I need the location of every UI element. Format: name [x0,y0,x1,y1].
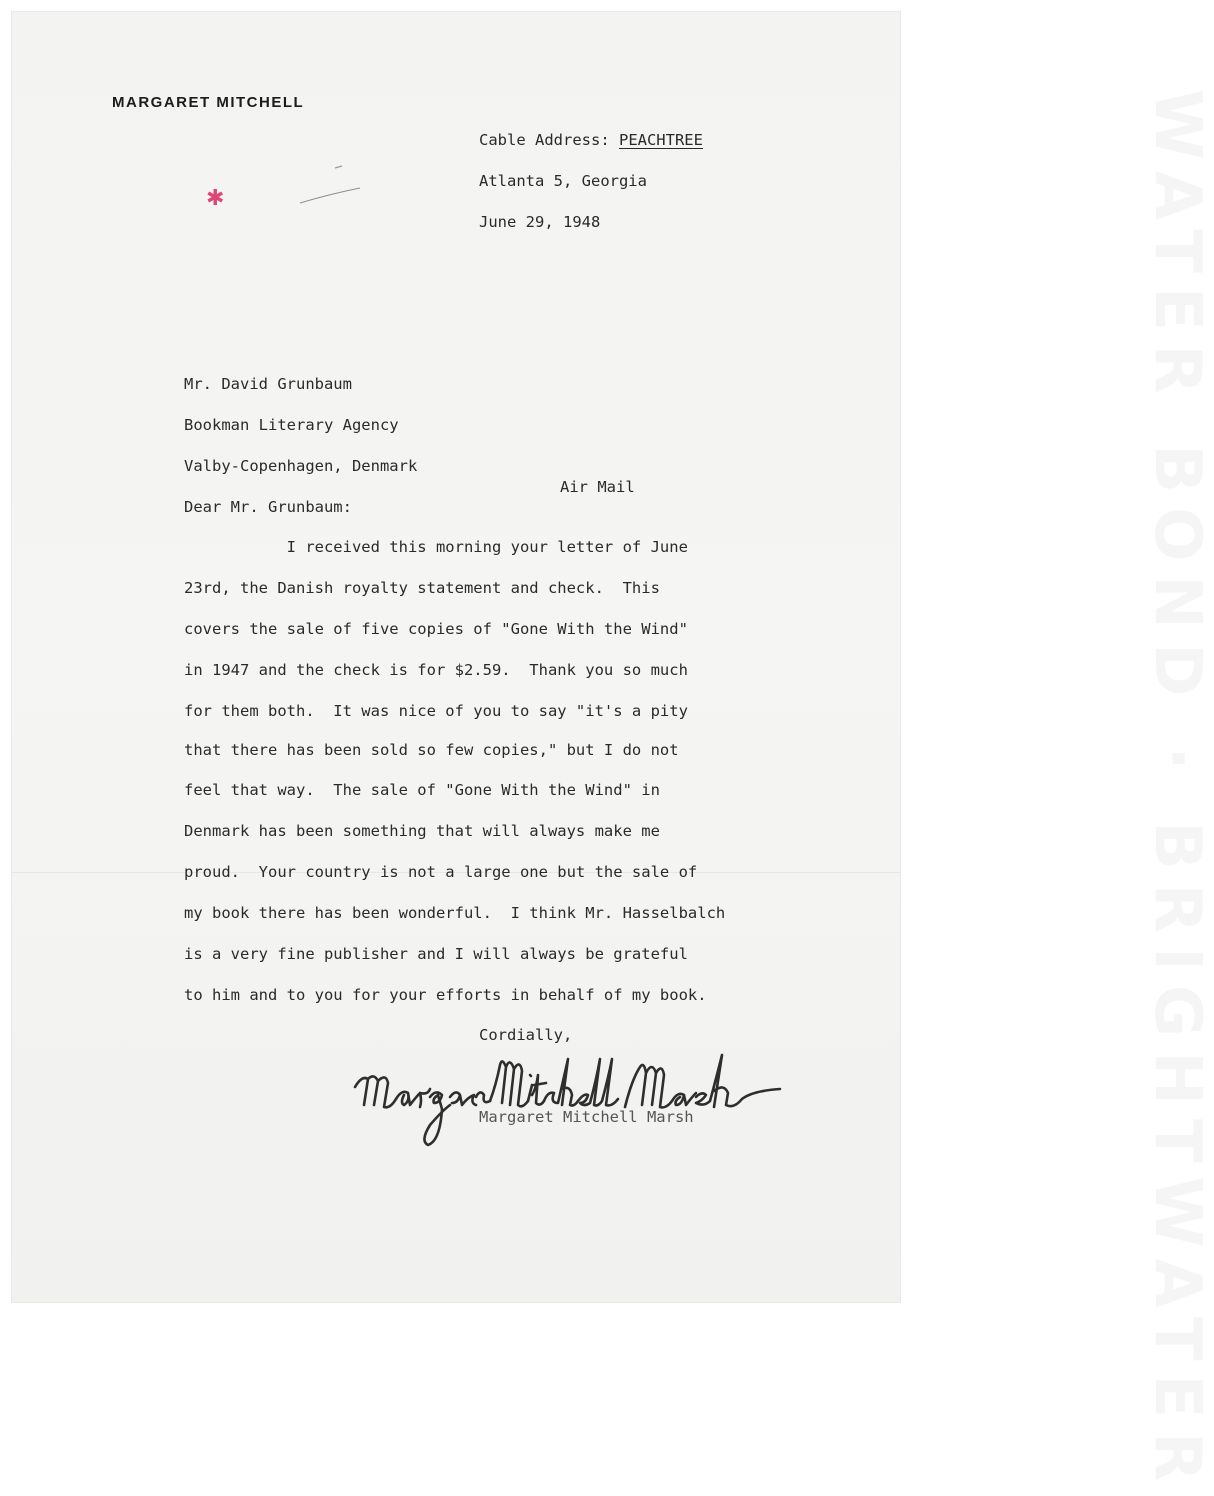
pencil-mark [290,160,370,210]
letterhead-name: MARGARET MITCHELL [112,94,305,111]
body-line: to him and to you for your efforts in behalf of my book. [184,986,707,1004]
typed-signature: Margaret Mitchell Marsh [479,1108,694,1126]
body-line: I received this morning your letter of June [184,538,688,556]
body-line: my book there has been wonderful. I think Mr. Hasselbalch [184,904,726,922]
cable-address-label: Cable Address: [479,131,619,149]
body-line: in 1947 and the check is for $2.59. Thank you so much [184,661,688,679]
sender-city: Atlanta 5, Georgia [479,172,647,190]
body-line: proud. Your country is not a large one but the sale of [184,863,698,881]
body-line: for them both. It was nice of you to say "it's a pity [184,702,688,720]
body-line: 23rd, the Danish royalty statement and check. This [184,579,660,597]
pink-asterisk-mark: ✱ [206,186,225,211]
recipient-location: Valby-Copenhagen, Denmark [184,457,418,475]
recipient-name: Mr. David Grunbaum [184,375,352,393]
body-line: Denmark has been something that will always make me [184,822,660,840]
paper-watermark: WATER BOND · BRIGHTWATER [1140,89,1214,1496]
letter-date: June 29, 1948 [479,213,601,231]
body-line: that there has been sold so few copies," but I do not [184,741,679,759]
handwritten-signature [350,1045,790,1155]
body-line: feel that way. The sale of "Gone With the Wind" in [184,781,660,799]
cable-address [479,131,703,149]
salutation: Dear Mr. Grunbaum: [184,498,352,516]
recipient-company: Bookman Literary Agency [184,416,399,434]
body-line: covers the sale of five copies of "Gone With the Wind" [184,620,688,638]
body-line: is a very fine publisher and I will always be grateful [184,945,688,963]
closing: Cordially, [479,1026,573,1044]
cable-address-value: PEACHTREE [618,131,703,149]
delivery-method: Air Mail [560,478,635,496]
